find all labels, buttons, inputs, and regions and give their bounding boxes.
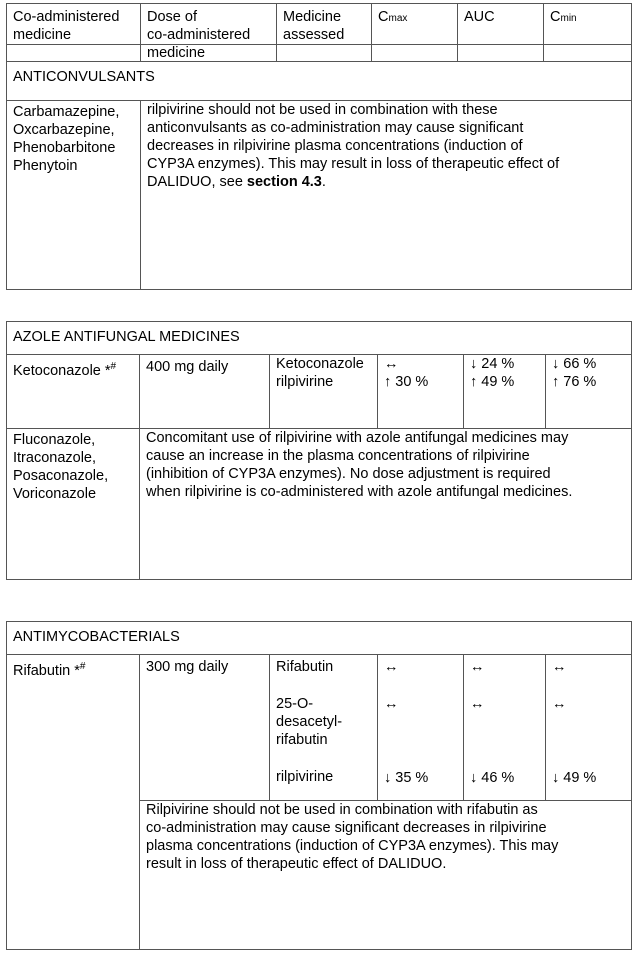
rifabutin-auc: ↔ ↔ ↓ 46 % xyxy=(464,655,546,801)
other-azole-medicines: Fluconazole, Itraconazole, Posaconazole, Voriconazole xyxy=(7,429,140,580)
header-dose: Dose of co-administered xyxy=(141,4,277,45)
section-azole xyxy=(7,322,632,355)
section-antimycobacterials xyxy=(7,622,632,655)
ketoconazole-name: Ketoconazole *# xyxy=(7,355,140,429)
other-azoles-row xyxy=(7,429,632,580)
section-title: ANTIMYCOBACTERIALS xyxy=(7,622,632,655)
rifabutin-dose: 300 mg daily xyxy=(140,655,270,801)
ketoconazole-row xyxy=(7,355,632,429)
antimycobacterials-table xyxy=(6,621,632,950)
header-co-administered: Co-administered medicine xyxy=(7,4,141,45)
header-row xyxy=(7,4,632,45)
header-dose-continued: medicine xyxy=(141,45,277,62)
rifabutin-recommendation: Rilpivirine should not be used in combination with rifabutin as co-administration may cause significant decreases in rilpivirine plasma concentrations (induction of CYP3A enzymes). This may result in loss of therapeutic effect of DALIDUO. xyxy=(140,801,632,950)
ketoconazole-auc: ↓ 24 % ↑ 49 % xyxy=(464,355,546,429)
azole-table xyxy=(6,321,632,580)
section-title: AZOLE ANTIFUNGAL MEDICINES xyxy=(7,322,632,355)
ketoconazole-assessed: Ketoconazole rilpivirine xyxy=(270,355,378,429)
azole-recommendation: Concomitant use of rilpivirine with azole antifungal medicines may cause an increase in the plasma concentrations of rilpivirine (inhibition of CYP3A enzymes). No dose adjustment is required when rilpivirine is co-administered with azole antifungal medicines. xyxy=(140,429,632,580)
rifabutin-cmin: ↔ ↔ ↓ 49 % xyxy=(546,655,632,801)
header-cmax: Cmax xyxy=(372,4,458,45)
anticonvulsant-medicines: Carbamazepine, Oxcarbazepine, Phenobarbitone Phenytoin xyxy=(7,101,141,290)
header-medicine-assessed: Medicine assessed xyxy=(277,4,372,45)
header-cmin: Cmin xyxy=(544,4,632,45)
ketoconazole-cmax: ↔ ↑ 30 % xyxy=(378,355,464,429)
section-anticonvulsants xyxy=(7,62,632,101)
anticonvulsants-table xyxy=(6,3,632,290)
rifabutin-cmax: ↔ ↔ ↓ 35 % xyxy=(378,655,464,801)
anticonvulsants-row xyxy=(7,101,632,290)
anticonvulsant-recommendation: rilpivirine should not be used in combination with these anticonvulsants as co-administration may cause significant decreases in rilpivirine plasma concentrations (induction of CYP3A enzymes). This may result in loss of therapeutic effect of DALIDUO, see section 4.3. xyxy=(141,101,632,290)
section-title: ANTICONVULSANTS xyxy=(7,62,632,101)
header-auc: AUC xyxy=(458,4,544,45)
ketoconazole-dose: 400 mg daily xyxy=(140,355,270,429)
rifabutin-name: Rifabutin *# xyxy=(7,655,140,950)
rifabutin-row xyxy=(7,655,632,801)
header-row-continued xyxy=(7,45,632,62)
ketoconazole-cmin: ↓ 66 % ↑ 76 % xyxy=(546,355,632,429)
rifabutin-assessed: Rifabutin 25-O- desacetyl- rifabutin rilpivirine xyxy=(270,655,378,801)
